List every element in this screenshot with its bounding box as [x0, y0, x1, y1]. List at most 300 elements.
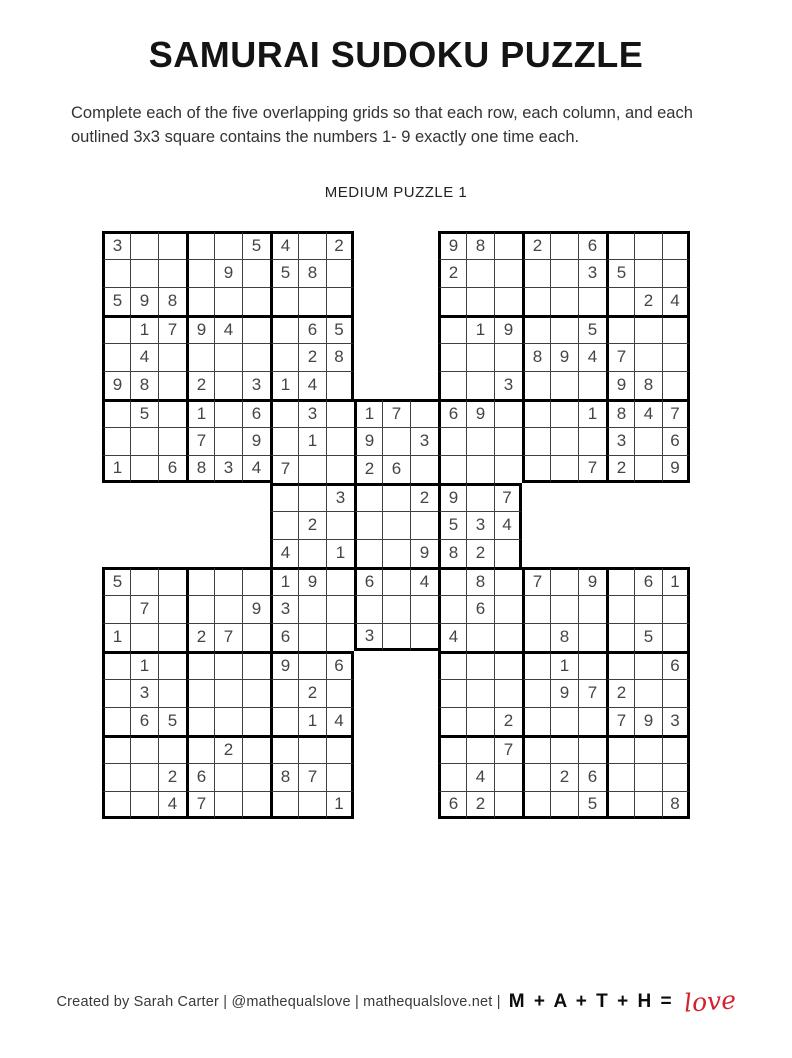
sudoku-cell: 5: [102, 287, 130, 315]
sudoku-cell: [298, 623, 326, 651]
sudoku-cell: [494, 539, 522, 567]
sudoku-cell: 7: [606, 343, 634, 371]
sudoku-cell: 3: [102, 231, 130, 259]
sudoku-cell: [186, 651, 214, 679]
sudoku-cell: [214, 427, 242, 455]
sudoku-cell: [662, 735, 690, 763]
sudoku-cell: [102, 427, 130, 455]
sudoku-cell: 1: [270, 371, 298, 399]
grid-gap: [410, 343, 438, 371]
grid-gap: [606, 511, 634, 539]
sudoku-cell: [214, 371, 242, 399]
sudoku-cell: 9: [186, 315, 214, 343]
grid-gap: [354, 763, 382, 791]
sudoku-cell: 6: [578, 763, 606, 791]
grid-gap: [578, 511, 606, 539]
grid-gap: [410, 371, 438, 399]
sudoku-cell: [298, 735, 326, 763]
grid-gap: [214, 483, 242, 511]
grid-gap: [354, 707, 382, 735]
sudoku-cell: 7: [662, 399, 690, 427]
sudoku-cell: 4: [662, 287, 690, 315]
sudoku-cell: [130, 791, 158, 819]
sudoku-cell: [354, 483, 382, 511]
sudoku-cell: [270, 427, 298, 455]
sudoku-cell: [130, 567, 158, 595]
grid-gap: [354, 371, 382, 399]
sudoku-cell: [354, 511, 382, 539]
sudoku-cell: 4: [214, 315, 242, 343]
sudoku-cell: 4: [410, 567, 438, 595]
sudoku-cell: [522, 679, 550, 707]
sudoku-cell: [550, 287, 578, 315]
sudoku-cell: [270, 483, 298, 511]
sudoku-cell: 1: [326, 539, 354, 567]
sudoku-cell: [522, 707, 550, 735]
sudoku-cell: [438, 427, 466, 455]
grid-gap: [242, 483, 270, 511]
sudoku-cell: [270, 679, 298, 707]
sudoku-cell: [130, 455, 158, 483]
grid-gap: [382, 651, 410, 679]
sudoku-cell: 8: [466, 231, 494, 259]
sudoku-cell: 8: [298, 259, 326, 287]
sudoku-cell: [158, 623, 186, 651]
sudoku-cell: [326, 679, 354, 707]
sudoku-cell: [662, 763, 690, 791]
sudoku-cell: [466, 707, 494, 735]
sudoku-cell: [158, 427, 186, 455]
sudoku-cell: [606, 651, 634, 679]
sudoku-cell: [494, 791, 522, 819]
sudoku-cell: [298, 483, 326, 511]
sudoku-cell: 6: [270, 623, 298, 651]
sudoku-cell: 6: [298, 315, 326, 343]
sudoku-cell: 6: [186, 763, 214, 791]
sudoku-cell: [606, 735, 634, 763]
sudoku-cell: [270, 511, 298, 539]
grid-gap: [382, 259, 410, 287]
sudoku-cell: 9: [270, 651, 298, 679]
sudoku-cell: [522, 371, 550, 399]
sudoku-cell: [214, 343, 242, 371]
sudoku-cell: [326, 567, 354, 595]
sudoku-cell: [102, 679, 130, 707]
sudoku-cell: 1: [270, 567, 298, 595]
sudoku-cell: 9: [438, 231, 466, 259]
grid-gap: [382, 763, 410, 791]
sudoku-cell: [466, 343, 494, 371]
sudoku-cell: [634, 343, 662, 371]
sudoku-cell: [550, 595, 578, 623]
sudoku-cell: 4: [130, 343, 158, 371]
sudoku-cell: 7: [158, 315, 186, 343]
sudoku-cell: [662, 259, 690, 287]
sudoku-cell: [242, 343, 270, 371]
instructions: [71, 102, 732, 150]
sudoku-cell: [326, 427, 354, 455]
sudoku-cell: 6: [158, 455, 186, 483]
grid-gap: [410, 763, 438, 791]
sudoku-cell: 9: [242, 595, 270, 623]
sudoku-cell: [186, 343, 214, 371]
sudoku-cell: [606, 287, 634, 315]
sudoku-cell: 8: [186, 455, 214, 483]
sudoku-cell: [214, 791, 242, 819]
sudoku-cell: 3: [354, 623, 382, 651]
sudoku-cell: [130, 763, 158, 791]
sudoku-cell: [298, 791, 326, 819]
sudoku-cell: [550, 791, 578, 819]
sudoku-cell: 3: [242, 371, 270, 399]
sudoku-cell: [634, 315, 662, 343]
sudoku-cell: [326, 735, 354, 763]
grid-gap: [606, 539, 634, 567]
sudoku-cell: 9: [298, 567, 326, 595]
sudoku-cell: 8: [158, 287, 186, 315]
sudoku-cell: 3: [130, 679, 158, 707]
sudoku-cell: [186, 567, 214, 595]
sudoku-cell: [494, 231, 522, 259]
sudoku-cell: 2: [438, 259, 466, 287]
sudoku-cell: [186, 595, 214, 623]
sudoku-cell: 3: [326, 483, 354, 511]
sudoku-cell: 9: [550, 679, 578, 707]
puzzle-label: MEDIUM PUZZLE 1: [324, 183, 468, 201]
sudoku-cell: 1: [298, 427, 326, 455]
sudoku-cell: 2: [606, 455, 634, 483]
sudoku-cell: [578, 595, 606, 623]
sudoku-cell: 9: [634, 707, 662, 735]
sudoku-cell: 7: [186, 791, 214, 819]
sudoku-cell: 3: [606, 427, 634, 455]
sudoku-cell: [578, 427, 606, 455]
sudoku-cell: [410, 399, 438, 427]
sudoku-cell: 5: [634, 623, 662, 651]
sudoku-cell: [466, 483, 494, 511]
sudoku-cell: [494, 399, 522, 427]
sudoku-cell: [466, 427, 494, 455]
sudoku-cell: [270, 287, 298, 315]
grid-gap: [382, 343, 410, 371]
sudoku-cell: 6: [242, 399, 270, 427]
sudoku-cell: 8: [438, 539, 466, 567]
sudoku-cell: [578, 623, 606, 651]
sudoku-cell: [326, 287, 354, 315]
sudoku-cell: [522, 455, 550, 483]
sudoku-cell: [186, 287, 214, 315]
grid-gap: [130, 539, 158, 567]
grid-gap: [130, 483, 158, 511]
sudoku-cell: 7: [382, 399, 410, 427]
sudoku-cell: 6: [578, 231, 606, 259]
sudoku-cell: [158, 231, 186, 259]
grid-gap: [102, 511, 130, 539]
sudoku-cell: [298, 595, 326, 623]
sudoku-cell: [550, 707, 578, 735]
sudoku-cell: [214, 399, 242, 427]
sudoku-cell: 2: [298, 679, 326, 707]
sudoku-cell: 4: [634, 399, 662, 427]
sudoku-cell: [382, 539, 410, 567]
sudoku-cell: [130, 623, 158, 651]
sudoku-cell: 9: [494, 315, 522, 343]
grid-gap: [382, 371, 410, 399]
sudoku-cell: 5: [578, 791, 606, 819]
instructions-line-2: outlined 3x3 square contains the numbers 1- 9 exactly one time each.: [71, 127, 580, 146]
sudoku-cell: [438, 707, 466, 735]
grid-gap: [410, 259, 438, 287]
sudoku-cell: [634, 427, 662, 455]
sudoku-cell: 5: [270, 259, 298, 287]
sudoku-cell: [102, 259, 130, 287]
sudoku-cell: [102, 343, 130, 371]
sudoku-cell: [522, 399, 550, 427]
sudoku-cell: 7: [130, 595, 158, 623]
grid-gap: [410, 315, 438, 343]
sudoku-cell: [634, 455, 662, 483]
sudoku-cell: 2: [214, 735, 242, 763]
footer-credit: Created by Sarah Carter | @mathequalslove | mathequalslove.net |: [56, 993, 501, 1010]
sudoku-cell: 8: [130, 371, 158, 399]
sudoku-cell: 3: [270, 595, 298, 623]
sudoku-cell: 6: [662, 427, 690, 455]
sudoku-cell: [382, 483, 410, 511]
sudoku-cell: 9: [214, 259, 242, 287]
sudoku-cell: [242, 623, 270, 651]
sudoku-cell: [494, 623, 522, 651]
grid-gap: [158, 539, 186, 567]
sudoku-cell: [242, 679, 270, 707]
sudoku-cell: 4: [466, 763, 494, 791]
sudoku-cell: [550, 427, 578, 455]
sudoku-cell: [242, 763, 270, 791]
grid-gap: [186, 511, 214, 539]
sudoku-cell: [242, 707, 270, 735]
sudoku-cell: 7: [522, 567, 550, 595]
sudoku-cell: [634, 231, 662, 259]
sudoku-cell: [494, 651, 522, 679]
sudoku-cell: 5: [606, 259, 634, 287]
sudoku-cell: 6: [326, 651, 354, 679]
sudoku-cell: [494, 763, 522, 791]
sudoku-cell: [326, 623, 354, 651]
sudoku-cell: 2: [522, 231, 550, 259]
sudoku-cell: 5: [158, 707, 186, 735]
grid-gap: [578, 483, 606, 511]
sudoku-cell: [634, 791, 662, 819]
grid-gap: [634, 539, 662, 567]
sudoku-cell: 8: [466, 567, 494, 595]
sudoku-cell: [578, 287, 606, 315]
sudoku-cell: [550, 371, 578, 399]
sudoku-cell: 9: [438, 483, 466, 511]
sudoku-cell: [270, 315, 298, 343]
sudoku-cell: [242, 567, 270, 595]
sudoku-cell: 8: [634, 371, 662, 399]
sudoku-cell: [130, 259, 158, 287]
sudoku-cell: 6: [438, 791, 466, 819]
sudoku-cell: [158, 567, 186, 595]
sudoku-cell: [326, 371, 354, 399]
grid-gap: [634, 483, 662, 511]
sudoku-cell: [186, 735, 214, 763]
sudoku-cell: [158, 595, 186, 623]
sudoku-cell: 1: [102, 623, 130, 651]
sudoku-cell: 4: [438, 623, 466, 651]
grid-gap: [578, 539, 606, 567]
sudoku-cell: 1: [130, 651, 158, 679]
sudoku-cell: [102, 315, 130, 343]
sudoku-cell: 1: [466, 315, 494, 343]
sudoku-cell: [242, 287, 270, 315]
sudoku-cell: [438, 763, 466, 791]
grid-gap: [382, 735, 410, 763]
sudoku-cell: 6: [354, 567, 382, 595]
sudoku-cell: [494, 455, 522, 483]
sudoku-cell: [270, 735, 298, 763]
sudoku-cell: [158, 371, 186, 399]
grid-gap: [410, 679, 438, 707]
sudoku-cell: 9: [242, 427, 270, 455]
page-title: SAMURAI SUDOKU PUZZLE: [148, 34, 644, 75]
sudoku-cell: 8: [662, 791, 690, 819]
sudoku-cell: [606, 315, 634, 343]
sudoku-cell: [298, 455, 326, 483]
grid-gap: [410, 707, 438, 735]
grid-gap: [102, 483, 130, 511]
sudoku-cell: 2: [466, 791, 494, 819]
sudoku-cell: [214, 763, 242, 791]
sudoku-cell: [550, 455, 578, 483]
sudoku-cell: [186, 231, 214, 259]
sudoku-cell: [102, 595, 130, 623]
grid-gap: [186, 483, 214, 511]
sudoku-cell: 7: [298, 763, 326, 791]
sudoku-cell: 7: [494, 483, 522, 511]
sudoku-cell: [634, 679, 662, 707]
sudoku-cell: [578, 707, 606, 735]
sudoku-cell: [494, 259, 522, 287]
sudoku-cell: 1: [354, 399, 382, 427]
grid-gap: [522, 483, 550, 511]
sudoku-cell: 9: [578, 567, 606, 595]
sudoku-cell: [662, 623, 690, 651]
sudoku-cell: 9: [130, 287, 158, 315]
sudoku-cell: [242, 651, 270, 679]
sudoku-cell: 5: [326, 315, 354, 343]
grid-gap: [214, 511, 242, 539]
sudoku-cell: [606, 567, 634, 595]
sudoku-cell: 7: [578, 455, 606, 483]
grid-gap: [410, 791, 438, 819]
sudoku-cell: 4: [298, 371, 326, 399]
sudoku-cell: [410, 595, 438, 623]
sudoku-cell: [242, 791, 270, 819]
sudoku-cell: [410, 623, 438, 651]
sudoku-cell: 2: [494, 707, 522, 735]
grid-gap: [354, 231, 382, 259]
grid-gap: [606, 483, 634, 511]
sudoku-cell: [522, 259, 550, 287]
sudoku-cell: [438, 567, 466, 595]
sudoku-cell: [214, 651, 242, 679]
sudoku-cell: 3: [466, 511, 494, 539]
sudoku-cell: [522, 735, 550, 763]
sudoku-cell: 4: [158, 791, 186, 819]
sudoku-cell: [522, 595, 550, 623]
sudoku-cell: [186, 259, 214, 287]
sudoku-cell: 7: [214, 623, 242, 651]
grid-gap: [186, 539, 214, 567]
sudoku-cell: [354, 595, 382, 623]
sudoku-cell: [606, 623, 634, 651]
sudoku-cell: [326, 511, 354, 539]
grid-gap: [410, 735, 438, 763]
sudoku-cell: 1: [186, 399, 214, 427]
sudoku-cell: [466, 259, 494, 287]
sudoku-cell: [102, 651, 130, 679]
sudoku-cell: [102, 735, 130, 763]
sudoku-cell: 3: [214, 455, 242, 483]
sudoku-cell: [270, 707, 298, 735]
sudoku-cell: [634, 595, 662, 623]
sudoku-cell: [158, 399, 186, 427]
sudoku-cell: 5: [102, 567, 130, 595]
sudoku-cell: [102, 763, 130, 791]
grid-gap: [662, 511, 690, 539]
grid-gap: [354, 735, 382, 763]
sudoku-cell: [130, 231, 158, 259]
sudoku-cell: [130, 735, 158, 763]
sudoku-cell: [382, 427, 410, 455]
sudoku-cell: [214, 287, 242, 315]
sudoku-cell: 2: [298, 511, 326, 539]
sudoku-cell: [466, 455, 494, 483]
sudoku-cell: 7: [270, 455, 298, 483]
sudoku-cell: 6: [662, 651, 690, 679]
sudoku-cell: [158, 651, 186, 679]
sudoku-cell: [438, 315, 466, 343]
sudoku-cell: [662, 595, 690, 623]
sudoku-cell: 8: [522, 343, 550, 371]
sudoku-cell: 5: [242, 231, 270, 259]
sudoku-cell: [578, 735, 606, 763]
sudoku-cell: [578, 651, 606, 679]
sudoku-cell: 7: [578, 679, 606, 707]
sudoku-cell: 6: [130, 707, 158, 735]
sudoku-cell: [214, 595, 242, 623]
sudoku-cell: [494, 287, 522, 315]
sudoku-cell: [158, 259, 186, 287]
sudoku-cell: [298, 539, 326, 567]
sudoku-cell: [130, 427, 158, 455]
sudoku-cell: [354, 539, 382, 567]
sudoku-cell: [242, 315, 270, 343]
sudoku-cell: [382, 595, 410, 623]
sudoku-cell: [214, 567, 242, 595]
sudoku-cell: 4: [270, 231, 298, 259]
sudoku-cell: [550, 735, 578, 763]
sudoku-cell: 1: [578, 399, 606, 427]
sudoku-cell: 1: [550, 651, 578, 679]
sudoku-cell: [522, 763, 550, 791]
grid-gap: [382, 679, 410, 707]
sudoku-cell: 5: [130, 399, 158, 427]
sudoku-cell: 1: [662, 567, 690, 595]
sudoku-cell: [438, 371, 466, 399]
grid-gap: [214, 539, 242, 567]
